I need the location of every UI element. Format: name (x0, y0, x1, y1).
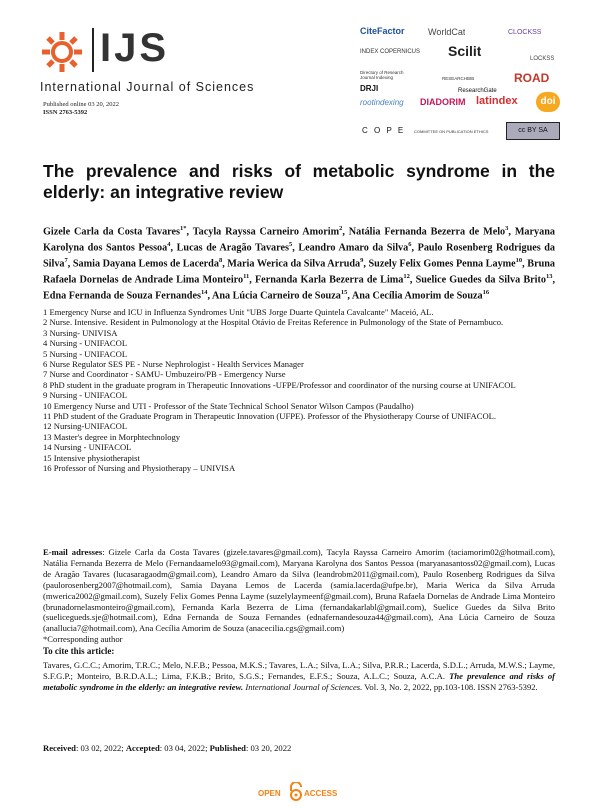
citation-journal: International Journal of Sciences. (245, 682, 363, 692)
lockss-logo: LOCKSS (530, 56, 555, 62)
author-name: Bruna Rafaela Dornelas de Andrade Lima Monteiro (43, 258, 556, 286)
citation-volume: Vol. 3, No. 2, 2022, pp.103-108. ISSN 2763-5392. (364, 682, 538, 692)
affiliation-item: 7 Nurse and Coordinator - SAMU- Umbuzeiro/PB - Emergency Nurse (43, 369, 286, 380)
author-affiliation-mark: 1* (180, 225, 187, 232)
affiliation-item: 11 PhD student of the Graduate Program in Therapeutic Innovation (UFPE). Professor of the Physiotherapy Course of UNIFACOL. (43, 411, 497, 422)
accepted-label: Accepted (125, 743, 160, 753)
affiliation-item: 2 Nurse. Intensive. Resident in Pulmonology at the Hospital Otávio de Freitas Reference in Pulmonology of the State of Pernambuco. (43, 317, 504, 328)
author-affiliation-mark: 14 (200, 289, 208, 297)
author-affiliation-mark: 5 (288, 241, 293, 249)
open-access-logo (258, 782, 338, 802)
journal-logo-text: IJS (100, 26, 170, 70)
author-affiliation-mark: 11 (243, 273, 250, 281)
cc-license-badge: cc BY SA (506, 122, 560, 140)
cope-logo: C O P E (362, 126, 406, 135)
author-affiliation-mark: 7 (64, 257, 68, 265)
indexing-logos (358, 26, 568, 144)
publication-info (43, 101, 119, 117)
rootindexing-logo: rootindexing (360, 98, 404, 107)
author-affiliation-mark: 9 (360, 257, 364, 265)
author-affiliation-mark: 13 (545, 273, 553, 281)
open-access-left: OPEN (258, 789, 281, 798)
author-affiliation-mark: 4 (167, 241, 171, 249)
index-copernicus-logo: INDEX COPERNICUS (360, 49, 421, 55)
received-label: Received (43, 743, 76, 753)
author-name: Ana Lúcia Carneiro de Souza (211, 290, 341, 302)
drji-full-logo: Directory of Research Journal Indexing (360, 70, 404, 80)
researchgate-logo: ResearchGate (458, 88, 497, 94)
author-name: Maria Werica da Silva Arruda (227, 258, 361, 270)
affiliation-item: 1 Emergency Nurse and ICU in Influenza Syndromes Unit "UBS Jorge Duarte Quintela Cavalcante" Maceió, AL. (43, 307, 434, 317)
worldcat-logo: WorldCat (428, 27, 466, 37)
clockss-logo: CLOCKSS (508, 29, 542, 36)
citation-authors: Tavares, G.C.C.; Amorim, T.R.C.; Melo, N.F.B.; Pessoa, M.K.S.; Tavares, L.A.; Silva, L.A.; Silva, P.R.R.; Lacerda, S.D.L.; Arruda, M.W.S.; Layme, S.F.G.P.; Monteiro, B.R.D.A.L.; Lima, F.K.B.; Brito, S.G.S.; Fernandes, E.F.S.; Souza, A.L.C.; Souza, A.C.A. (43, 660, 555, 681)
cope-subtitle: COMMITTEE ON PUBLICATION ETHICS (414, 129, 489, 134)
received-date: : 03 02, 2022; (75, 743, 124, 753)
author-affiliation-mark: 12 (403, 273, 410, 281)
drji-logo: DRJI (360, 84, 379, 93)
email-addresses (43, 547, 555, 645)
open-access-right: ACCESS (304, 789, 338, 798)
author-name: Lucas de Aragão Tavares (176, 242, 289, 254)
published-date: Published online 03 20, 2022 (43, 101, 120, 108)
author-affiliation-mark: 2 (339, 225, 343, 232)
author-list: Gizele Carla da Costa Tavares$^{1*}$, Tacyla Rayssa Carneiro Amorim$^2$, Natália Fernanda Bezerra de Melo$^3$, Maryana Karolyna dos Santos Pessoa$^4$, Lucas de Aragão Tavares$^5$, Leandro Amaro da Silva$^6$, Paulo Rosenberg Rodrigues da Silva$^7$, Samia Dayana Lemos de Lacerda$^8$, Maria Werica da Silva Arruda$^9$, Suzely Felix Gomes Penna Layme$^{10}$, Bruna Rafaela Dornelas de Andrade Lima Monteiro$^{11}$, Fernanda Karla Bezerra de Lima$^{12}$, Suelice Guedes da Silva Brito$^{13}$, Edna Fernanda de Souza Fernandes$^{14}$, Ana Lúcia Carneiro de Souza$^{15}$, Ana Cecília Amorim de Souza$^{16}$ (43, 225, 556, 302)
journal-name: International Journal of Sciences (40, 80, 255, 94)
doi-logo: doi (536, 92, 560, 112)
open-lock-icon (291, 782, 301, 800)
author-name: Suelice Guedes da Silva Brito (415, 274, 546, 286)
affiliation-item: 4 Nursing - UNIFACOL (43, 338, 128, 349)
affiliation-item: 16 Professor of Nursing and Physiotherapy – UNIVISA (43, 463, 236, 474)
author-name: Natália Fernanda Bezerra de Melo (348, 226, 506, 238)
accepted-date: : 03 04, 2022; (159, 743, 208, 753)
email-text: : Gizele Carla da Costa Tavares (gizele.tavares@gmail.com), Tacyla Rayssa Carneiro Amorim (taciamorim02@hotmail.com), Natália Fernanda Bezerra de Melo (Fernandaamelo93@gmail.com), Maryana Karolyna dos Santos Pessoa (maryanasantoss02@gmail.com), Lucas de Aragão Tavares (lucasaragaodm@gmail.com), Leandro Amaro da Silva (leandrobm2011@gmail.com), Paulo Rosenberg Rodrigues da Silva (paulorosenberg2007@hotmail.com), Samia Dayana Lemos de Lacerda (samia.lacerda@ufpe.br), Maria Werica da Silva Arruda (mwerica2002@gmail.com), Suzely Felix Gomes Penna Layme (suzelylaymeenf@gmail.com), Bruna Rafaela Dornelas de Andrade Lima Monteiro (brunadornelasmonteiro@gmail.com), Fernanda Karla Bezerra de Lima (fernandakarlabl@gmail.com), Suelice Guedes da Silva Brito (suelicegueds.sje@hotmail.com), Edna Fernanda de Souza Fernandes (ednafernandesouza44@gmail.com), Ana Lúcia Carneiro de Souza (anallucia7@hotmail.com), Ana Cecília Amorim de Souza (anacecilia.cgs@gmail.com) (43, 547, 555, 634)
issn: ISSN 2763-5392 (43, 109, 88, 116)
published-label: Published (209, 743, 246, 753)
author-name: Samia Dayana Lemos de Lacerda (72, 258, 219, 270)
corresponding-author-note: *Corresponding author (43, 634, 123, 645)
latindex-logo: latindex (476, 96, 518, 106)
affiliation-item: 14 Nursing - UNIFACOL (43, 442, 132, 453)
journal-logo-icon (40, 30, 84, 74)
affiliation-item: 3 Nursing- UNIVISA (43, 327, 118, 338)
author-name: Fernanda Karla Bezerra de Lima (254, 274, 404, 286)
author-name: Suzely Felix Gomes Penna Layme (368, 258, 516, 270)
author-name: Ana Cecília Amorim de Souza (351, 290, 483, 302)
author-affiliation-mark: 15 (340, 289, 348, 297)
logo-divider (92, 28, 94, 72)
affiliation-item: 10 Emergency Nurse and UTI - Professor of the State Technical School Senator Wilson Campos (Paudalho) (43, 400, 414, 411)
affiliation-item: 13 Master's degree in Morphtechnology (43, 431, 181, 442)
author-affiliation-mark: 6 (408, 241, 412, 249)
author-affiliation-mark: 10 (515, 257, 523, 265)
author-name: Edna Fernanda de Souza Fernandes (43, 290, 201, 302)
affiliation-item: 9 Nursing - UNIFACOL (43, 390, 128, 401)
article-dates (43, 743, 291, 753)
author-name: Paulo Rosenberg Rodrigues da Silva (43, 242, 556, 270)
citation-text (43, 660, 555, 693)
road-logo: ROAD (514, 73, 550, 83)
email-label: E-mail adresses (43, 547, 103, 557)
researchbib-logo: RESEARCHBIB (442, 76, 475, 81)
author-name: Tacyla Rayssa Carneiro Amorim (192, 226, 340, 238)
author-name: Maryana Karolyna dos Santos Pessoa (43, 226, 555, 254)
diadorim-logo: DIADORIM (420, 97, 466, 107)
author-affiliation-mark: 8 (218, 257, 223, 265)
affiliation-item: 6 Nurse Regulator SES PE - Nurse Nephrologist - Health Services Manager (43, 359, 304, 370)
citation-title: The prevalence and risks of metabolic syndrome in the elderly: an integrative review. (43, 671, 555, 692)
author-name: Leandro Amaro da Silva (298, 242, 409, 254)
citefactor-logo: CiteFactor (360, 26, 405, 36)
author-affiliation-mark: 3 (505, 225, 509, 232)
affiliation-item: 12 Nursing-UNIFACOL (43, 421, 128, 432)
scilit-logo: Scilit (448, 44, 482, 58)
affiliation-list (43, 307, 555, 474)
author-name: Gizele Carla da Costa Tavares (43, 226, 180, 238)
citation-heading: To cite this article: (43, 646, 115, 656)
published-date-footer: : 03 20, 2022 (245, 743, 292, 753)
affiliation-item: 15 Intensive physiotherapist (43, 452, 140, 463)
affiliation-item: 8 PhD student in the graduate program in Therapeutic Innovations -UFPE/Professor and coordinator of the nursing course at UNIFACOL (43, 379, 516, 390)
article-title: The prevalence and risks of metabolic syndrome in the elderly: an integrative review (43, 161, 555, 202)
author-affiliation-mark: 16 (482, 289, 490, 297)
affiliation-item: 5 Nursing - UNIFACOL (43, 348, 128, 359)
